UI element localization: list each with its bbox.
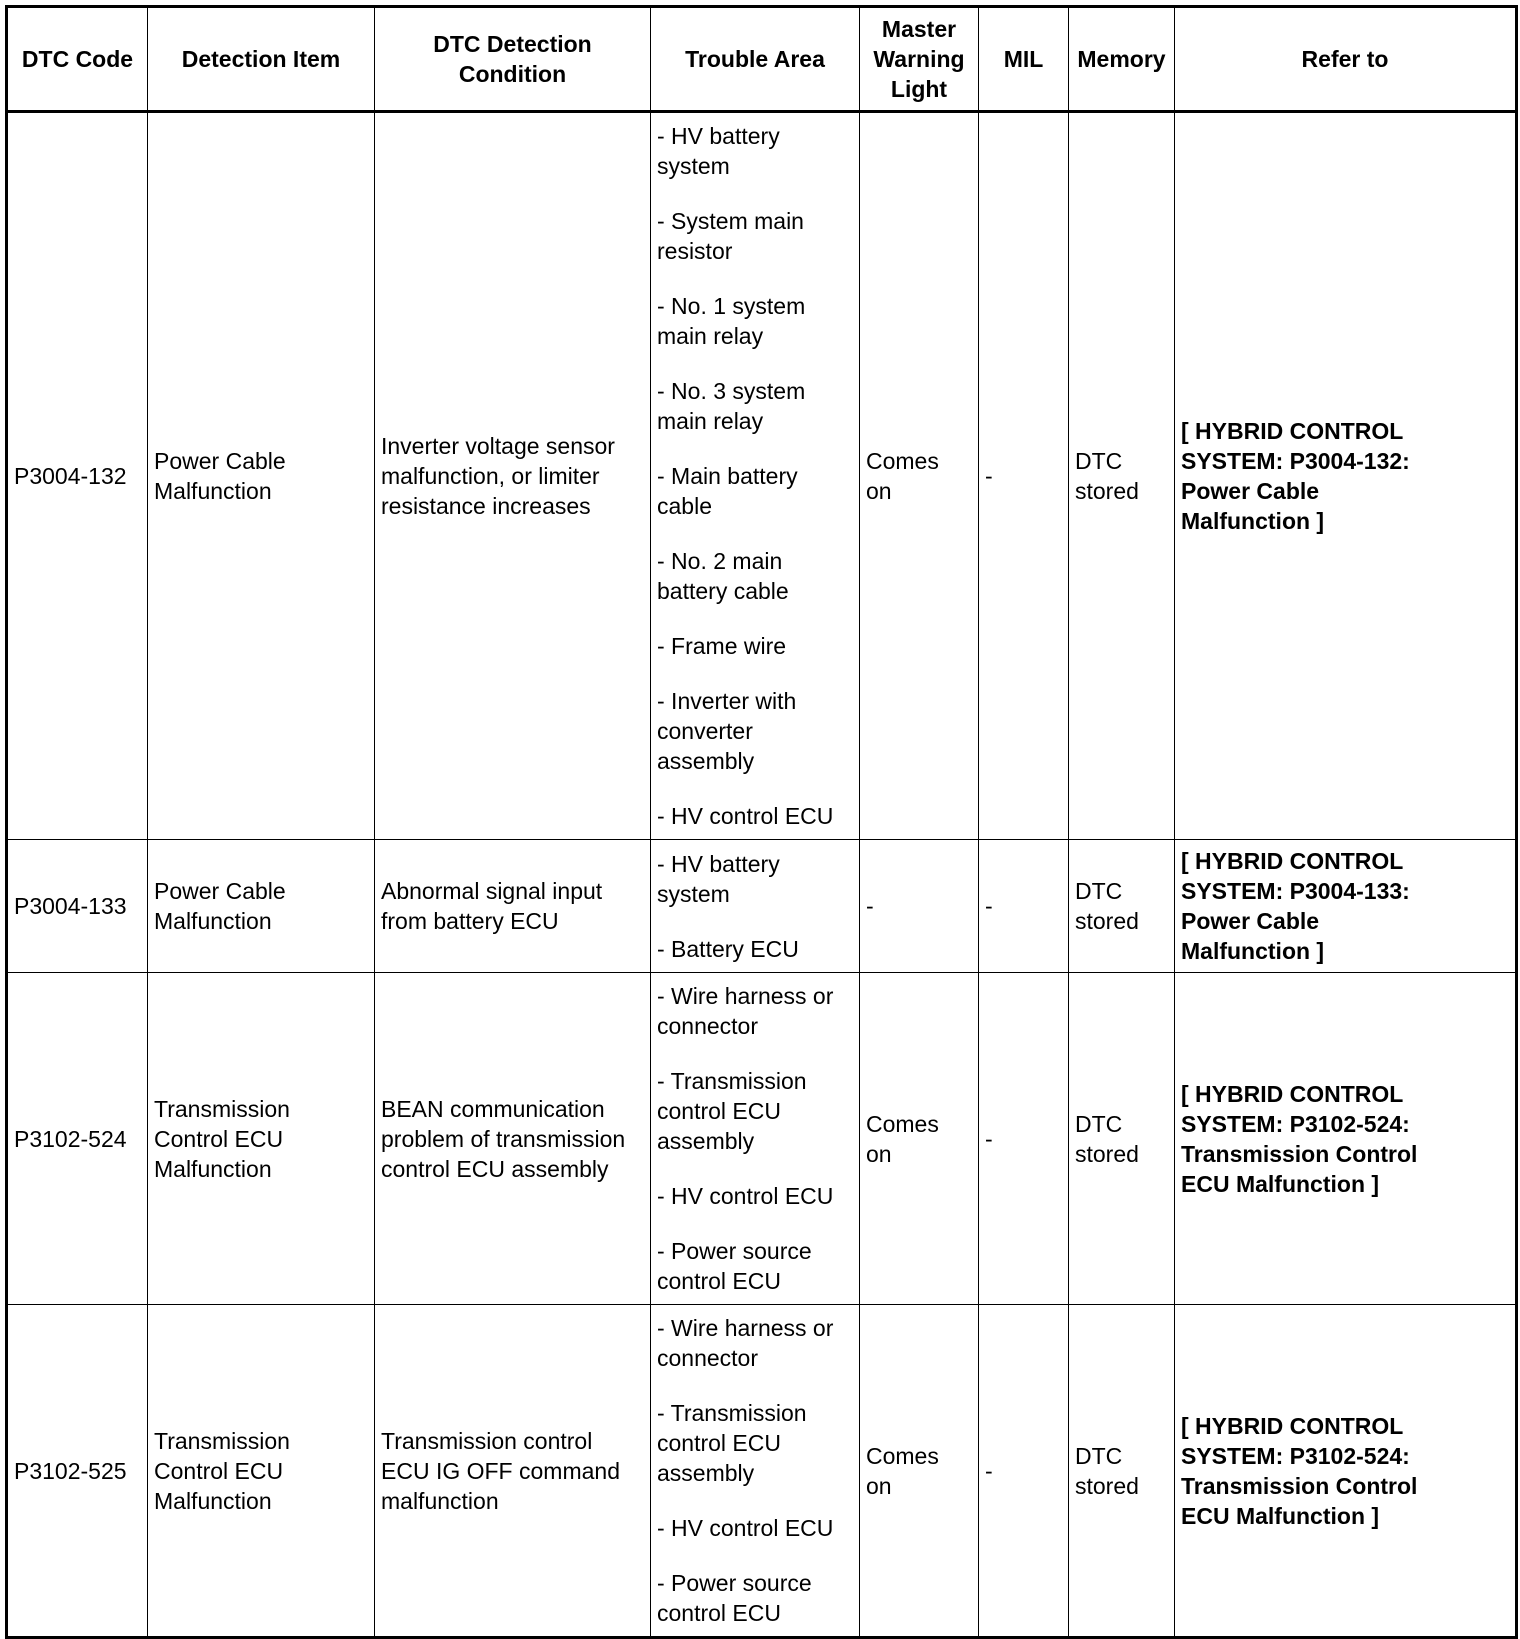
table-row (7, 973, 1517, 1305)
text-line: assembly (657, 1460, 755, 1486)
text-line: - Main battery (657, 463, 798, 489)
table-row (7, 840, 1517, 973)
detection-item-cell (148, 840, 375, 973)
text-line: - Inverter with (657, 688, 797, 714)
dtc-table-wrapper (5, 5, 1518, 1639)
header-refer-to: Refer to (1175, 7, 1517, 112)
text-line: Transmission Control (1181, 1472, 1418, 1499)
header-line: Warning (873, 46, 965, 72)
text-line: Abnormal signal input (381, 878, 603, 904)
text-line: Comes (866, 1110, 939, 1137)
detection-item-cell (148, 112, 375, 840)
text-line: ECU IG OFF command (381, 1457, 620, 1484)
trouble-area-item (657, 981, 853, 1041)
text-line: - Power source (657, 1238, 812, 1264)
trouble-area-item (657, 686, 853, 776)
text-line: main relay (657, 408, 764, 434)
dtc-table (5, 5, 1518, 1639)
master-warning-light-cell (860, 973, 979, 1305)
mil-cell: - (979, 973, 1069, 1305)
text-line: malfunction, or limiter (381, 463, 600, 489)
trouble-area-item (657, 461, 853, 521)
text-line: - Frame wire (657, 633, 787, 659)
text-line: cable (657, 493, 712, 519)
refer-to-link[interactable] (1175, 1305, 1517, 1638)
trouble-area-cell (651, 112, 860, 840)
text-line: system (657, 880, 730, 907)
text-line: ECU Malfunction ] (1181, 1502, 1380, 1529)
text-line: connector (657, 1013, 759, 1039)
text-line: SYSTEM: P3102-524: (1181, 1442, 1410, 1469)
dtc-code-cell: P3102-525 (7, 1305, 148, 1638)
text-line: - HV battery (657, 850, 780, 877)
refer-to-link[interactable] (1175, 112, 1517, 840)
text-line: on (866, 1140, 892, 1167)
text-line: Power Cable (154, 448, 286, 474)
text-line: - HV battery (657, 123, 780, 149)
trouble-area-item (657, 376, 853, 436)
trouble-area-item (657, 1568, 853, 1628)
memory-cell (1069, 973, 1175, 1305)
text-line: Control ECU (154, 1457, 284, 1484)
text-line: problem of transmission (381, 1125, 626, 1152)
header-detection-condition (375, 7, 651, 112)
text-line: control ECU (657, 1600, 781, 1626)
header-trouble-area: Trouble Area (651, 7, 860, 112)
detection-condition-cell (375, 1305, 651, 1638)
text-line: - (866, 893, 874, 919)
text-line: Malfunction (154, 1487, 272, 1514)
detection-condition-cell (375, 840, 651, 973)
trouble-area-item (657, 849, 853, 909)
text-line: SYSTEM: P3004-133: (1181, 878, 1410, 904)
header-line: Master (881, 16, 957, 42)
text-line: - Wire harness or (657, 983, 834, 1009)
dtc-code-cell: P3004-133 (7, 840, 148, 973)
detection-item-cell (148, 1305, 375, 1638)
memory-cell (1069, 1305, 1175, 1638)
text-line: DTC (1075, 878, 1123, 904)
text-line: resistance increases (381, 493, 591, 519)
trouble-area-item (657, 934, 853, 964)
trouble-area-item (657, 121, 853, 181)
text-line: stored (1075, 908, 1139, 934)
text-line: Power Cable (154, 878, 286, 904)
trouble-area-cell (651, 840, 860, 973)
trouble-area-cell (651, 973, 860, 1305)
trouble-area-item (657, 1398, 853, 1488)
text-line: connector (657, 1345, 759, 1371)
dtc-code-cell: P3102-524 (7, 973, 148, 1305)
mil-cell: - (979, 112, 1069, 840)
text-line: Comes (866, 448, 939, 474)
header-line: DTC Detection (433, 31, 592, 57)
text-line: system (657, 153, 730, 179)
text-line: [ HYBRID CONTROL (1181, 1412, 1404, 1439)
text-line: from battery ECU (381, 908, 559, 934)
text-line: on (866, 478, 892, 504)
text-line: DTC (1075, 1110, 1123, 1137)
text-line: ECU Malfunction ] (1181, 1170, 1380, 1197)
trouble-area-item (657, 546, 853, 606)
text-line: SYSTEM: P3004-132: (1181, 448, 1410, 474)
table-row (7, 1305, 1517, 1638)
header-dtc-code: DTC Code (7, 7, 148, 112)
text-line: DTC (1075, 448, 1123, 474)
text-line: Inverter voltage sensor (381, 433, 615, 459)
text-line: main relay (657, 323, 764, 349)
text-line: - Power source (657, 1570, 812, 1596)
text-line: - No. 3 system (657, 378, 806, 404)
refer-to-link[interactable] (1175, 840, 1517, 973)
mil-cell: - (979, 840, 1069, 973)
trouble-area-item (657, 1513, 853, 1543)
text-line: - No. 2 main (657, 548, 783, 574)
text-line: malfunction (381, 1487, 499, 1514)
trouble-area-item (657, 1066, 853, 1156)
header-detection-item: Detection Item (148, 7, 375, 112)
trouble-area-item (657, 206, 853, 266)
memory-cell (1069, 840, 1175, 973)
header-mil: MIL (979, 7, 1069, 112)
text-line: Transmission (154, 1095, 290, 1122)
text-line: control ECU assembly (381, 1155, 609, 1182)
text-line: - System main (657, 208, 804, 234)
table-row (7, 112, 1517, 840)
refer-to-link[interactable] (1175, 973, 1517, 1305)
text-line: stored (1075, 1472, 1139, 1499)
text-line: stored (1075, 1140, 1139, 1167)
text-line: control ECU (657, 1430, 781, 1456)
text-line: - No. 1 system (657, 293, 806, 319)
text-line: [ HYBRID CONTROL (1181, 418, 1404, 444)
trouble-area-item (657, 1313, 853, 1373)
text-line: Malfunction (154, 1155, 272, 1182)
text-line: converter (657, 718, 753, 744)
text-line: control ECU (657, 1268, 781, 1294)
text-line: Malfunction ] (1181, 508, 1325, 534)
header-master-warning-light (860, 7, 979, 112)
text-line: assembly (657, 748, 755, 774)
text-line: [ HYBRID CONTROL (1181, 1080, 1404, 1107)
memory-cell (1069, 112, 1175, 840)
text-line: - Transmission (657, 1400, 807, 1426)
text-line: Malfunction (154, 908, 272, 934)
header-memory: Memory (1069, 7, 1175, 112)
text-line: Control ECU (154, 1125, 284, 1152)
text-line: Malfunction (154, 478, 272, 504)
header-line: Condition (458, 61, 567, 87)
master-warning-light-cell (860, 112, 979, 840)
text-line: assembly (657, 1128, 755, 1154)
trouble-area-item (657, 631, 853, 661)
mil-cell: - (979, 1305, 1069, 1638)
text-line: - HV control ECU (657, 1515, 834, 1541)
text-line: resistor (657, 238, 733, 264)
master-warning-light-cell (860, 840, 979, 973)
text-line: control ECU (657, 1098, 781, 1124)
text-line: Power Cable (1181, 478, 1320, 504)
text-line: - HV control ECU (657, 1183, 834, 1209)
text-line: on (866, 1472, 892, 1499)
text-line: SYSTEM: P3102-524: (1181, 1110, 1410, 1137)
detection-condition-cell (375, 973, 651, 1305)
text-line: - HV control ECU (657, 803, 834, 829)
text-line: - Battery ECU (657, 935, 799, 962)
text-line: Malfunction ] (1181, 938, 1325, 964)
trouble-area-cell (651, 1305, 860, 1638)
header-line: Light (890, 76, 948, 102)
trouble-area-item (657, 1236, 853, 1296)
text-line: Transmission (154, 1427, 290, 1454)
text-line: stored (1075, 478, 1139, 504)
text-line: Transmission control (381, 1427, 593, 1454)
master-warning-light-cell (860, 1305, 979, 1638)
detection-condition-cell (375, 112, 651, 840)
header-row (7, 7, 1517, 112)
detection-item-cell (148, 973, 375, 1305)
text-line: - Transmission (657, 1068, 807, 1094)
text-line: Transmission Control (1181, 1140, 1418, 1167)
text-line: DTC (1075, 1442, 1123, 1469)
text-line: - Wire harness or (657, 1315, 834, 1341)
text-line: [ HYBRID CONTROL (1181, 848, 1404, 874)
text-line: Power Cable (1181, 908, 1320, 934)
trouble-area-item (657, 801, 853, 831)
trouble-area-item (657, 291, 853, 351)
text-line: Comes (866, 1442, 939, 1469)
text-line: battery cable (657, 578, 789, 604)
text-line: BEAN communication (381, 1095, 605, 1122)
dtc-code-cell: P3004-132 (7, 112, 148, 840)
trouble-area-item (657, 1181, 853, 1211)
